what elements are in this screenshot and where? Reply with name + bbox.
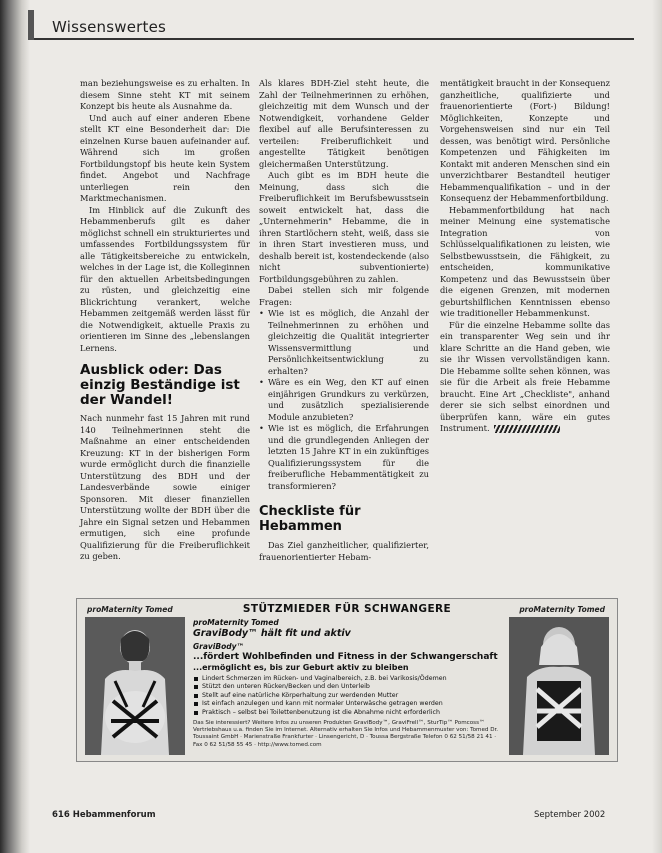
paragraph: Nach nunmehr fast 15 Jahren mit rund 140 Teilnehmerinnen steht die Maßnahme an einer entscheidenden Kreuzung: KT in der bisherigen Form wurde ermöglicht durch die finanzielle Unterstützung des BDH und der Landesverbände sowie einiger Sponsoren. Mit dieser finanziellen Unterstützung wollte der BDH über die Jahre ein Signal setzen und Hebammen ermutigen, sich eine profunde Qualifizierung für die Freiberuflichkeit zu geben. [80,413,250,561]
header-rule [34,38,634,40]
section-title: Wissenswertes [52,18,167,36]
paragraph: Auch gibt es im BDH heute die Meinung, dass sich die Freiberuflichkeit im Berufsbewusstsein soweit entwickelt hat, dass die „Unternehmerin" Hebamme, die in ihren Startlöchern steht, weiß, dass sie in ihren Start investieren muss, und deshalb bereit ist, kostendeckende (also nicht subventionierte) Fortbildungsgebühren zu zahlen. [259,170,429,284]
scan-right-edge [652,0,662,853]
ad-feature-item: Stützt den unteren Rücken/Becken und den Unterleib [193,683,501,691]
paragraph: Im Hinblick auf die Zukunft des Hebammenberufs gilt es daher möglichst schnell ein strukturiertes und umfassendes Fortbildungssystem für alle Tätigkeitsbereiche zu entwickeln, welches in der Lage ist, die Kolleginnen für den aktuellen Arbeitsbedingungen zu rüsten, und gleichzeitig eine Blickrichtung verankert, welche Hebammen zeitgemäß werden lässt für die Notwendigkeit, aktuelle Praxis zu orientieren im Sinne des „lebenslangen Lernens. [80,204,250,353]
section-header [34,10,652,38]
paragraph: man beziehungsweise es zu erhalten. In diesem Sinne steht KT mit seinem Konzept bis heute als Ausnahme da. [80,78,250,111]
footer-page-number: 616 Hebammenforum [52,810,156,820]
ad-feature-item: Stellt auf eine natürliche Körperhaltung zur werdenden Mutter [193,692,501,700]
ad-brand: proMaternity Tomed [193,618,279,627]
scan-binding-shadow [0,0,30,853]
pregnant-woman-front-image [85,617,185,755]
paragraph: Und auch auf einer anderen Ebene stellt KT eine Besonderheit dar: Die einzelnen Kurse bauen aufeinander auf. Während sich im großen Fortbildungstopf bis heute kein System findet. Angebot und Nachfrage unterliegen rein den Marktmechanismen. [80,112,250,203]
ad-brand-left: proMaternity Tomed [87,605,173,614]
ad-product-name: GraviBody™ [193,642,245,651]
list-item: • Wie ist es möglich, die Erfahrungen und die grundlegenden Anliegen der letzten 15 Jahre KT in ein zukünftiges Qualifizierungssystem für die freiberufliche Hebammentätigkeit zu transformieren? [259,423,429,492]
list-item: • Wie ist es möglich, die Anzahl der Teilnehmerinnen zu erhöhen und gleichzeitig die Qualität integrierter Wissensvermittlung und Persönlichkeitsentwicklung zu erhalten? [259,308,429,377]
advertisement-box [76,598,618,762]
ad-brand-right: proMaternity Tomed [519,605,605,614]
ad-feature-item: Lindert Schmerzen im Rücken- und Vaginalbereich, z.B. bei Varikosis/Ödemen [193,675,501,683]
ad-tagline: GraviBody™ hält fit und aktiv [193,628,351,639]
paragraph-last [440,320,610,435]
ad-claim-2: ...ermöglicht es, bis zur Geburt aktiv zu bleiben [193,663,409,672]
paragraph-text: Für die einzelne Hebamme sollte das ein transparenter Weg sein und ihr klare Schritte an die Hand geben, wie sie ihr Wissen vervollständigen kann. Die Hebamme sollte sehen können, was sie für die Arbeit als freie Hebamme braucht. Eine Art „Checkliste", anhand derer sie sich selbst einordnen und überprüfen kann, wäre ein gutes Instrument. [440,319,610,433]
subheading-outlook: Ausblick oder: Das einzig Beständige ist der Wandel! [80,362,240,408]
text-column-1 [80,78,250,563]
subheading-checklist: Checkliste für Hebammen [259,504,361,534]
ad-claim-1: ...fördert Wohlbefinden und Fitness in der Schwangerschaft [193,652,498,662]
text-column-3 [440,78,610,435]
paragraph: Als klares BDH-Ziel steht heute, die Zahl der Teilnehmerinnen zu erhöhen, gleichzeitig mit dem Wunsch und der Notwendigkeit, vorhandene Gelder flexibel auf alle Berufsinteressen zu verteilen: Freiberuflichkeit und angestellte Tätigkeit benötigen gleichermaßen Unterstützung. [259,78,429,169]
end-of-article-mark [494,425,560,433]
paragraph: Hebammenfortbildung hat nach meiner Meinung eine systematische Integration von Schlüsselqualifikationen zu leisten, wie Selbstbewusstsein, die Fähigkeit, zu entscheiden, kommunikative Kompetenz und das Bewusstsein über die eigenen Grenzen, mit modernen geburtshilflichen Kenntnissen ebenso wie traditioneller Hebammenkunst. [440,204,610,318]
ad-text-block [193,603,501,749]
paragraph: mentätigkeit braucht in der Konsequenz ganzheitliche, qualifizierte und frauenorientierte (Fort-) Bildung! Möglichkeiten, Konzepte und Vorgehensweisen sind nur ein Teil dessen, was benötigt wird. Persönliche Kompetenzen und Fähigkeiten im Kontakt mit anderen Menschen sind ein unverzichtbarer Bestandteil heutiger Hebammenqualifikation – und in der Konsequenz der Hebammenfortbildung. [440,78,611,203]
ad-contact-info: Das Sie interessiert? Weitere Infos zu unseren Produkten GraviBody™, GraviFrell™, SturTip™ Pomcoss™ Vertriebshaus u.a. finden Sie im Internet. Alternativ erhalten Sie Infos und Hebammenmuster von: Tomed Dr. Toussaint GmbH · Marienstraße Frankfurter · Linsengericht, D · Toussa Bergstraße Telefon 0 62 51/58 21 41 · Fax 0 62 51/58 55 45 · http://www.tomed.com [193,720,499,748]
text-column-2 [259,78,429,563]
ad-photo-pregnant-woman-back [509,617,609,755]
magazine-page [34,6,652,846]
pregnant-woman-back-image [509,617,609,755]
ad-feature-item: Praktisch – selbst bei Toilettenbenutzung ist die Abnahme nicht erforderlich [193,709,501,717]
ad-feature-list [193,675,501,717]
paragraph: Dabei stellen sich mir folgende Fragen: [259,285,429,307]
header-accent-bar [28,10,34,40]
list-item: • Wäre es ein Weg, den KT auf einen einjährigen Grundkurs zu verkürzen, und zusätzlich spezialisierende Module anzubieten? [259,377,429,423]
footer-issue-date: September 2002 [534,810,606,820]
ad-feature-item: Ist einfach anzulegen und kann mit normaler Unterwäsche getragen werden [193,700,501,708]
ad-heading: STÜTZMIEDER FÜR SCHWANGERE [242,603,452,615]
question-list [259,308,429,492]
paragraph: Das Ziel ganzheitlicher, qualifizierter, frauenorientierter Hebam- [259,540,429,562]
ad-photo-pregnant-woman-front [85,617,185,755]
